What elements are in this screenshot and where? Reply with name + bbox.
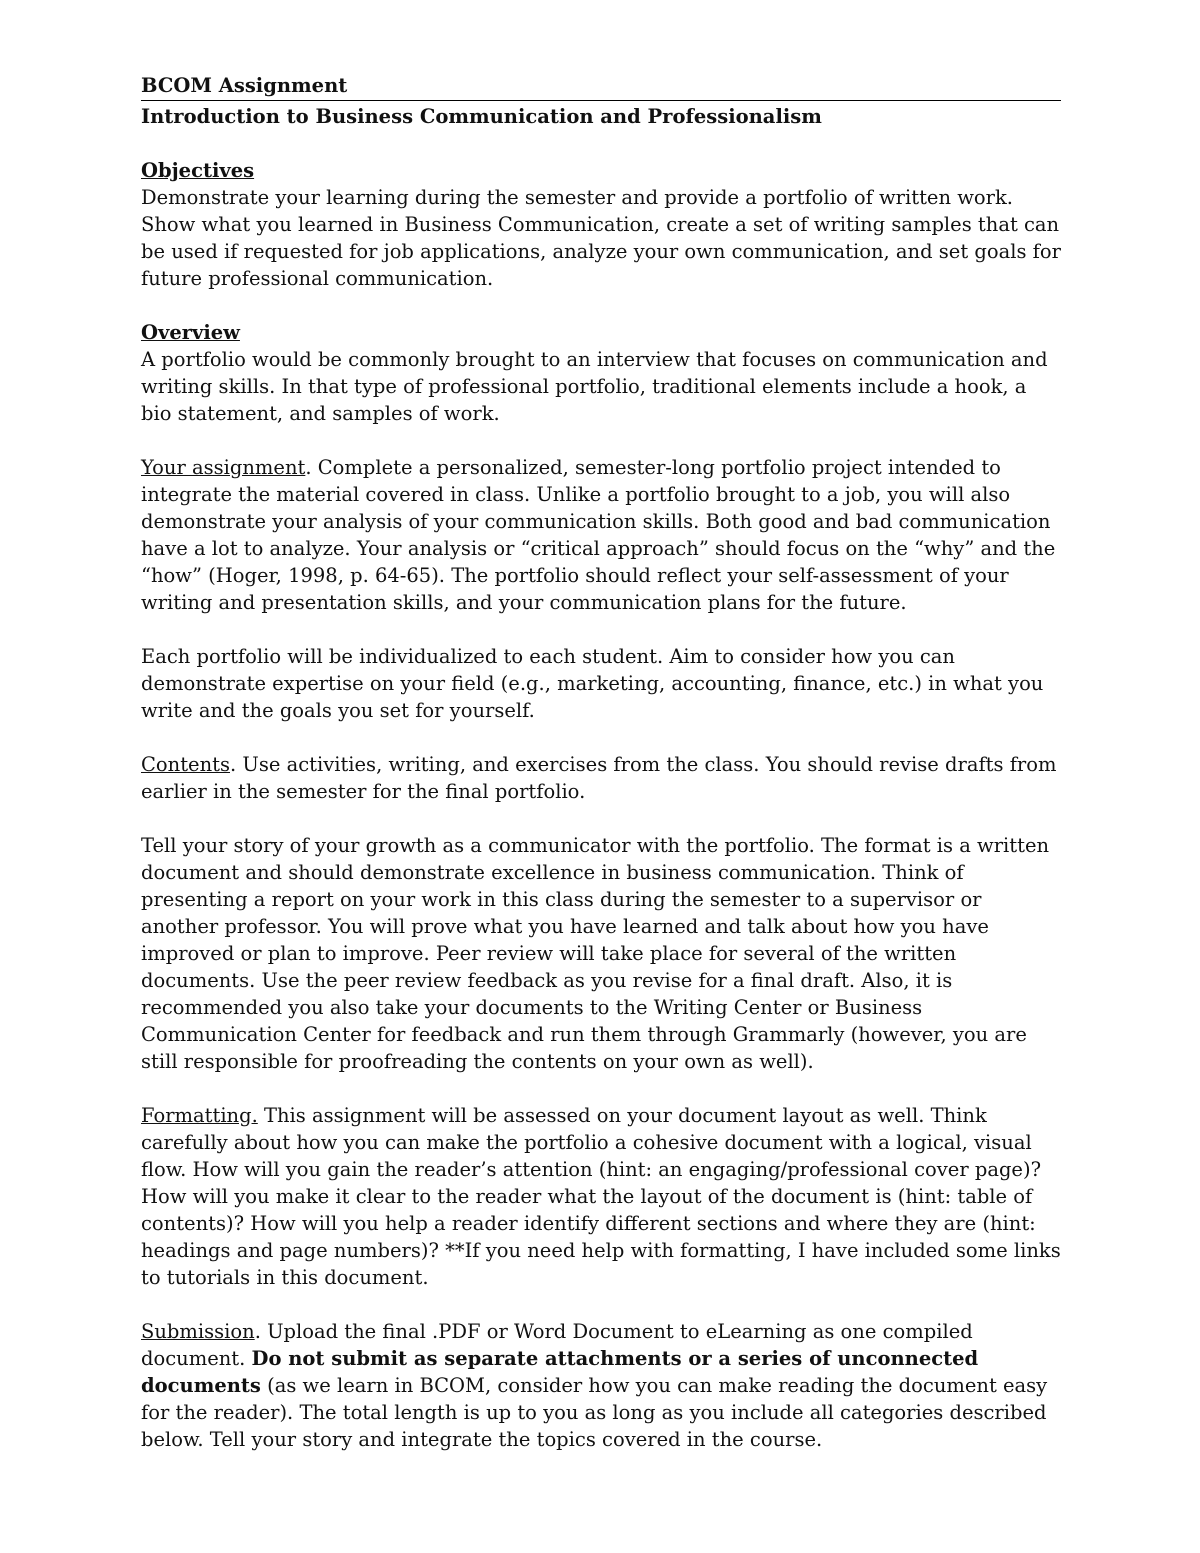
document-page — [141, 72, 1061, 1453]
submission-paragraph — [141, 1318, 1061, 1453]
submission-label: Submission — [141, 1320, 255, 1343]
formatting-text: This assignment will be assessed on your document layout as well. Think carefully about how you can make the portfolio a cohesive document with a logical, visual flow. How will you gain the reader’s attention (hint: an engaging/professional cover page)? How will you make it clear to the reader what the layout of the document is (hint: table of contents)? How will you help a reader identify different sections and where they are (hint: headings and page numbers)? **If you need help with formatting, I have included some links to tutorials in this document. — [141, 1104, 1061, 1289]
contents-paragraph — [141, 751, 1061, 805]
contents-text: . Use activities, writing, and exercises from the class. You should revise drafts from earlier in the semester for the final portfolio. — [141, 753, 1057, 803]
submission-warning: Do not submit as separate attachments or a series of unconnected documents — [141, 1347, 979, 1397]
contents-label: Contents — [141, 753, 230, 776]
individualized-paragraph: Each portfolio will be individualized to each student. Aim to consider how you can demonstrate expertise on your field (e.g., marketing, accounting, finance, etc.) in what you write and the goals you set for yourself. — [141, 645, 1044, 722]
objectives-paragraph: Demonstrate your learning during the semester and provide a portfolio of written work. Show what you learned in Business Communication, create a set of writing samples that can be used if requested for job applications, analyze your own communication, and set goals for future professional communication. — [141, 186, 1061, 290]
document-title: BCOM Assignment — [141, 72, 1061, 101]
submission-text-2: (as we learn in BCOM, consider how you can make reading the document easy for the reader). The total length is up to you as long as you include all categories described below. Tell your story and integrate the topics covered in the course. — [141, 1374, 1048, 1451]
overview-heading: Overview — [141, 321, 240, 344]
assignment-label: Your assignment — [141, 456, 306, 479]
objectives-heading: Objectives — [141, 159, 255, 182]
overview-intro-paragraph: A portfolio would be commonly brought to an interview that focuses on communication and writing skills. In that type of professional portfolio, traditional elements include a hook, a bio statement, and samples of work. — [141, 348, 1048, 425]
document-subtitle: Introduction to Business Communication and Professionalism — [141, 105, 822, 128]
assignment-text: . Complete a personalized, semester-long portfolio project intended to integrate the material covered in class. Unlike a portfolio brought to a job, you will also demonstrate your analysis of your communication skills. Both good and bad communication have a lot to analyze. Your analysis or “critical approach” should focus on the “why” and the “how” (Hoger, 1998, p. 64-65). The portfolio should reflect your self-assessment of your writing and presentation skills, and your communication plans for the future. — [141, 456, 1056, 614]
formatting-paragraph — [141, 1102, 1061, 1291]
assignment-paragraph — [141, 454, 1061, 616]
story-paragraph: Tell your story of your growth as a communicator with the portfolio. The format is a written document and should demonstrate excellence in business communication. Think of presenting a report on your work in this class during the semester to a supervisor or another professor. You will prove what you have learned and talk about how you have improved or plan to improve. Peer review will take place for several of the written documents. Use the peer review feedback as you revise for a final draft. Also, it is recommended you also take your documents to the Writing Center or Business Communication Center for feedback and run them through Grammarly (however, you are still responsible for proofreading the contents on your own as well). — [141, 834, 1050, 1073]
formatting-label: Formatting. — [141, 1104, 258, 1127]
submission-text-1: . Upload the final .PDF or Word Document to eLearning as one compiled document. — [141, 1320, 973, 1370]
